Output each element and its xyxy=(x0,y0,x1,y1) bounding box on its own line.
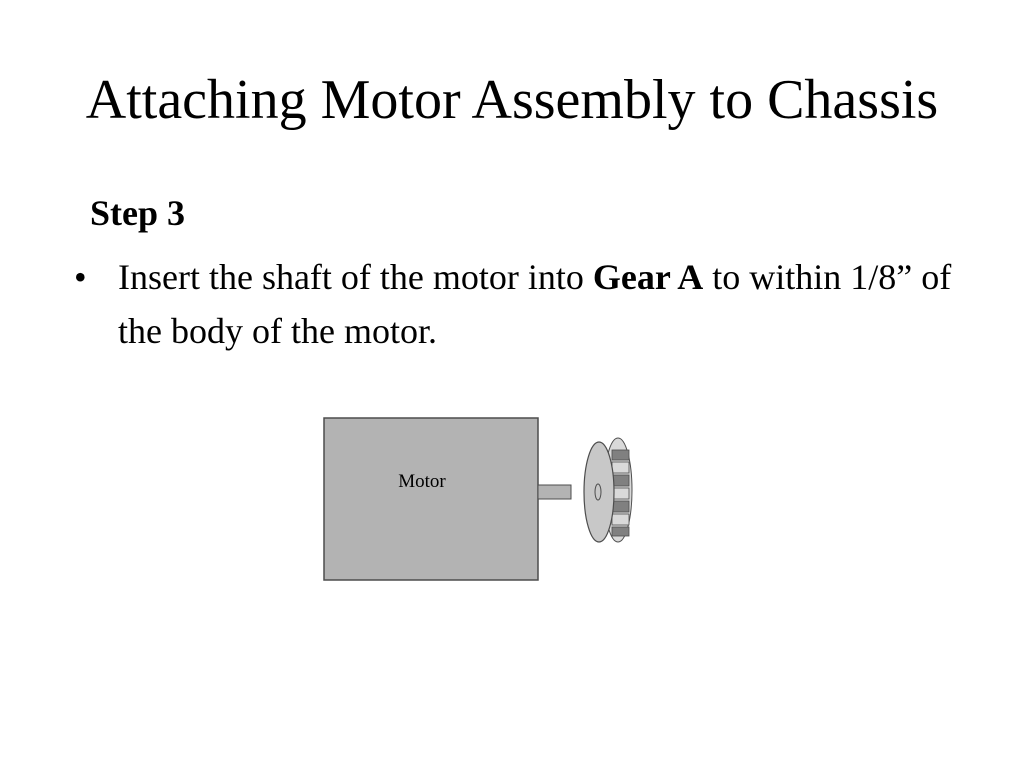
step-heading: Step 3 xyxy=(90,193,186,233)
slide-title: Attaching Motor Assembly to Chassis xyxy=(85,69,939,131)
gear-tooth xyxy=(612,475,629,486)
gear-tooth xyxy=(612,501,629,512)
gear-tooth xyxy=(612,514,629,525)
bullet-text-after: to within 1/8” of the body of the motor. xyxy=(118,257,952,351)
gear-a xyxy=(584,438,632,542)
gear-shaft-hole xyxy=(595,484,601,500)
motor-shaft xyxy=(538,485,571,499)
motor-gear-diagram xyxy=(300,400,660,600)
gear-a-bold-text: Gear A xyxy=(592,257,704,297)
bullet-list xyxy=(74,250,954,358)
bullet-marker: • xyxy=(74,257,87,297)
gear-tooth xyxy=(612,462,629,473)
gear-tooth xyxy=(612,527,629,536)
diagram-canvas xyxy=(300,400,660,600)
gear-tooth xyxy=(612,450,629,460)
bullet-text-before: Insert the shaft of the motor into xyxy=(118,257,593,297)
motor-label: Motor xyxy=(398,471,446,492)
motor-body xyxy=(324,418,538,580)
bullet-item xyxy=(74,250,954,358)
